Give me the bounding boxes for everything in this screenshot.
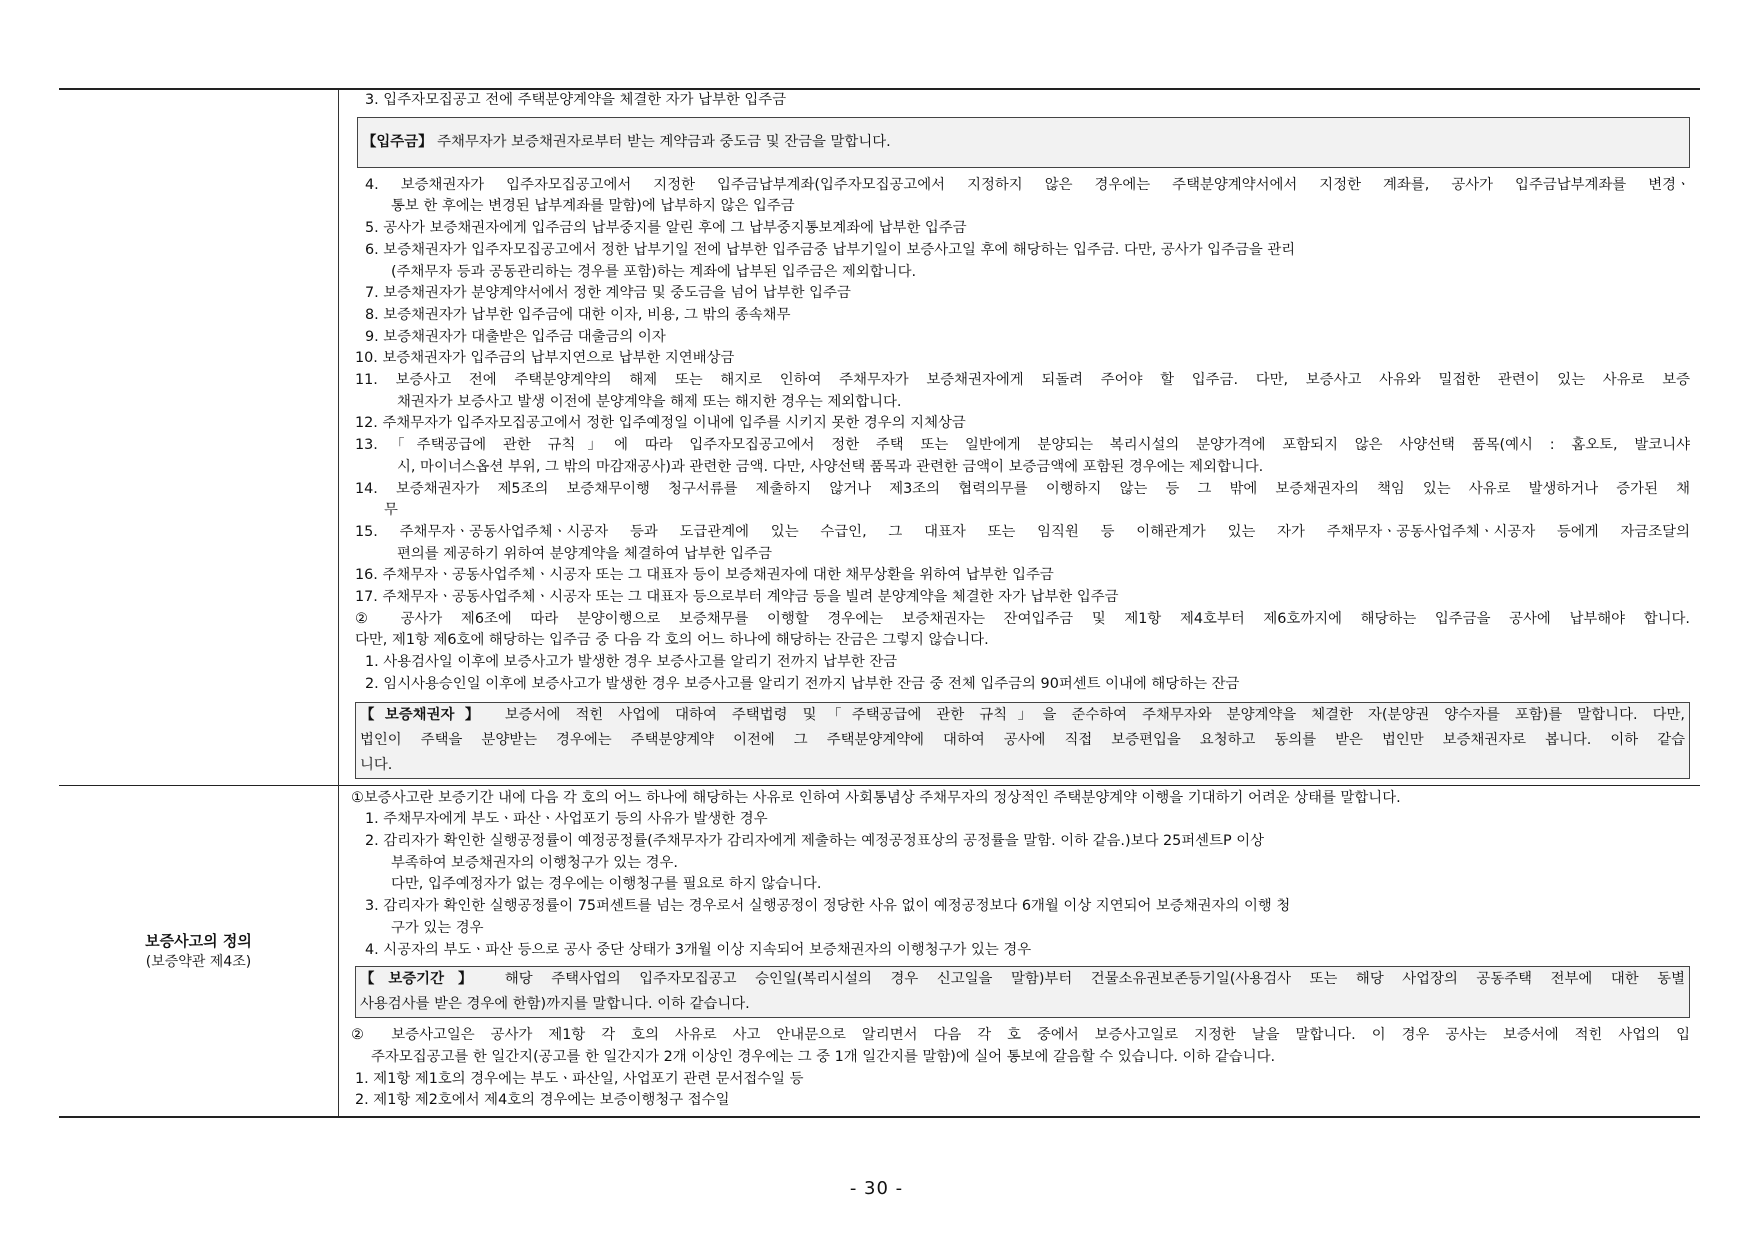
definition-text: 해당 주택사업의 입주자모집공고 승인일(복리시설의 경우 신고일을 말함)부터 건물소유권보존등기일(사용검사 또는 해당 사업장의 공동주택 전부에 대한 동별 — [486, 971, 1685, 988]
definition-box-deposit — [357, 117, 1690, 168]
list-item-continuation: 다만, 입주예정자가 없는 경우에는 이행청구를 필요로 하지 않습니다. — [391, 876, 822, 893]
row-content-accident-definition — [339, 785, 1701, 1117]
paragraph-continuation: 주자모집공고를 한 일간지(공고를 한 일간지가 2개 이상인 경우에는 그 중 1개 일간지를 말함)에 실어 통보에 갈음할 수 있습니다. 이하 같습니다. — [371, 1048, 1276, 1065]
list-item: 15. 주채무자ㆍ공동사업주체ㆍ시공자 등과 도급관계에 있는 수급인, 그 대표자 또는 임직원 등 이해관계가 있는 자가 주채무자ㆍ공동사업주체ㆍ시공자 등에게 자금조달의 — [355, 523, 1690, 540]
list-item: 1. 사용검사일 이후에 보증사고가 발생한 경우 보증사고를 알리기 전까지 납부한 잔금 — [365, 654, 898, 671]
list-item: 4. 보증채권자가 입주자모집공고에서 지정한 입주금납부계좌(입주자모집공고에서 지정하지 않은 경우에는 주택분양계약서에서 지정한 계좌를, 공사가 입주금납부계좌를 변경ㆍ — [365, 176, 1690, 193]
document-table — [59, 88, 1700, 1118]
table-row-accident-definition — [59, 785, 1700, 1117]
list-item: 14. 보증채권자가 제5조의 보증채무이행 청구서류를 제출하지 않거나 제3조의 협력의무를 이행하지 않는 등 그 밖에 보증채권자의 책임 있는 사유로 발생하거나 증가된 채 — [355, 480, 1690, 497]
list-item: 16. 주채무자ㆍ공동사업주체ㆍ시공자 또는 그 대표자 등이 보증채권자에 대한 채무상환을 위하여 납부한 입주금 — [355, 567, 1054, 584]
list-item: 1. 주채무자에게 부도ㆍ파산ㆍ사업포기 등의 사유가 발생한 경우 — [365, 811, 768, 828]
list-item: 2. 제1항 제2호에서 제4호의 경우에는 보증이행청구 접수일 — [355, 1092, 730, 1109]
list-item-continuation: 무 — [384, 502, 398, 519]
list-item: 5. 공사가 보증채권자에게 입주금의 납부중지를 알린 후에 그 납부중지통보계좌에 납부한 입주금 — [365, 220, 967, 237]
list-item-continuation: 통보 한 후에는 변경된 납부계좌를 말함)에 납부하지 않은 입주금 — [391, 198, 795, 215]
list-item: 9. 보증채권자가 대출받은 입주금 대출금의 이자 — [365, 328, 666, 345]
paragraph-continuation: 다만, 제1항 제6호에 해당하는 입주금 중 다음 각 호의 어느 하나에 해당하는 잔금은 그렇지 않습니다. — [355, 632, 989, 649]
definition-text: 사용검사를 받은 경우에 한함)까지를 말합니다. 이하 같습니다. — [360, 996, 750, 1013]
paragraph: ② 보증사고일은 공사가 제1항 각 호의 사유로 사고 안내문으로 알리면서 다음 각 호 중에서 보증사고일로 지정한 날을 말합니다. 이 경우 공사는 보증서에 적힌 사업의 입 — [351, 1027, 1690, 1044]
definition-text: 주채무자가 보증채권자로부터 받는 계약금과 중도금 및 잔금을 말합니다. — [432, 133, 891, 150]
definition-text: 니다. — [360, 756, 393, 773]
row-content-excluded-deposits — [339, 89, 1701, 785]
list-item-continuation: 구가 있는 경우 — [391, 919, 484, 936]
list-item-continuation: (주채무자 등과 공동관리하는 경우를 포함)하는 계좌에 납부된 입주금은 제외합니다. — [391, 263, 917, 280]
list-item: 7. 보증채권자가 분양계약서에서 정한 계약금 및 중도금을 넘어 납부한 입주금 — [365, 285, 851, 302]
paragraph: ② 공사가 제6조에 따라 분양이행으로 보증채무를 이행할 경우에는 보증채권자는 잔여입주금 및 제1항 제4호부터 제6호까지에 해당하는 입주금을 공사에 납부해야 합니다. — [355, 610, 1690, 627]
list-item: 3. 입주자모집공고 전에 주택분양계약을 체결한 자가 납부한 입주금 — [365, 92, 787, 108]
list-item: 10. 보증채권자가 입주금의 납부지연으로 납부한 지연배상금 — [355, 350, 735, 367]
definition-term: 【보증채권자】 — [360, 706, 490, 723]
list-item: 17. 주채무자ㆍ공동사업주체ㆍ시공자 또는 그 대표자 등으로부터 계약금 등을 빌려 분양계약을 체결한 자가 납부한 입주금 — [355, 589, 1119, 606]
definition-text: 법인이 주택을 분양받는 경우에는 주택분양계약 이전에 그 주택분양계약에 대하여 공사에 직접 보증편입을 요청하고 동의를 받은 법인만 보증채권자로 봅니다. 이하 같습 — [360, 731, 1685, 748]
list-item-continuation: 편의를 제공하기 위하여 분양계약을 체결하여 납부한 입주금 — [397, 545, 772, 562]
list-item: 2. 감리자가 확인한 실행공정률이 예정공정률(주채무자가 감리자에게 제출하는 예정공정표상의 공정률을 말함. 이하 같음.)보다 25퍼센트P 이상 — [365, 832, 1265, 849]
list-item: 4. 시공자의 부도ㆍ파산 등으로 공사 중단 상태가 3개월 이상 지속되어 보증채권자의 이행청구가 있는 경우 — [365, 941, 1032, 958]
row-label-empty — [59, 89, 339, 785]
definition-text: 보증서에 적힌 사업에 대하여 주택법령 및「주택공급에 관한 규칙」을 준수하여 주채무자와 분양계약을 체결한 자(분양권 양수자를 포함)를 말합니다. 다만, — [489, 706, 1685, 723]
definition-box-guarantee-period — [355, 966, 1690, 1018]
row-label-accident-definition — [59, 785, 339, 1117]
list-item: 2. 임시사용승인일 이후에 보증사고가 발생한 경우 보증사고를 알리기 전까지 납부한 잔금 중 전체 입주금의 90퍼센트 이내에 해당하는 잔금 — [365, 675, 1240, 692]
definition-box-guarantee-creditor — [355, 702, 1690, 779]
list-item: 6. 보증채권자가 입주자모집공고에서 정한 납부기일 전에 납부한 입주금중 납부기일이 보증사고일 후에 해당하는 입주금. 다만, 공사가 입주금을 관리 — [365, 241, 1296, 258]
list-item: 11. 보증사고 전에 주택분양계약의 해제 또는 해지로 인하여 주채무자가 보증채권자에게 되돌려 주어야 할 입주금. 다만, 보증사고 사유와 밀접한 관련이 있는 사유로 보증 — [355, 372, 1690, 389]
page-number: - 30 - — [849, 1178, 904, 1199]
list-item: 12. 주채무자가 입주자모집공고에서 정한 입주예정일 이내에 입주를 시키지 못한 경우의 지체상금 — [355, 415, 966, 432]
section-title: 보증사고의 정의 — [145, 931, 252, 950]
list-item: 13.「주택공급에 관한 규칙」에 따라 입주자모집공고에서 정한 주택 또는 일반에게 분양되는 복리시설의 분양가격에 포함되지 않은 사양선택 품목(예시 : 홈오토, 발코니샤 — [355, 437, 1690, 454]
definition-term: 【입주금】 — [362, 133, 433, 150]
paragraph: ①보증사고란 보증기간 내에 다음 각 호의 어느 하나에 해당하는 사유로 인하여 사회통념상 주채무자의 정상적인 주택분양계약 이행을 기대하기 어려운 상태를 말합니다. — [351, 789, 1401, 806]
section-subtitle: (보증약관 제4조) — [145, 953, 252, 970]
table-row-excluded-deposits — [59, 89, 1700, 785]
list-item-continuation: 부족하여 보증채권자의 이행청구가 있는 경우. — [391, 854, 678, 871]
definition-term: 【보증기간】 — [360, 971, 487, 988]
list-item-continuation: 시, 마이너스옵션 부위, 그 밖의 마감재공사)과 관련한 금액. 다만, 사양선택 품목과 관련한 금액이 보증금액에 포함된 경우에는 제외합니다. — [397, 458, 1264, 475]
list-item: 3. 감리자가 확인한 실행공정률이 75퍼센트를 넘는 경우로서 실행공정이 정당한 사유 없이 예정공정보다 6개월 이상 지연되어 보증채권자의 이행 청 — [365, 898, 1291, 915]
list-item-continuation: 채권자가 보증사고 발생 이전에 분양계약을 해제 또는 해지한 경우는 제외합니다. — [397, 393, 902, 410]
list-item: 1. 제1항 제1호의 경우에는 부도ㆍ파산일, 사업포기 관련 문서접수일 등 — [355, 1070, 804, 1087]
list-item: 8. 보증채권자가 납부한 입주금에 대한 이자, 비용, 그 밖의 종속채무 — [365, 306, 791, 323]
